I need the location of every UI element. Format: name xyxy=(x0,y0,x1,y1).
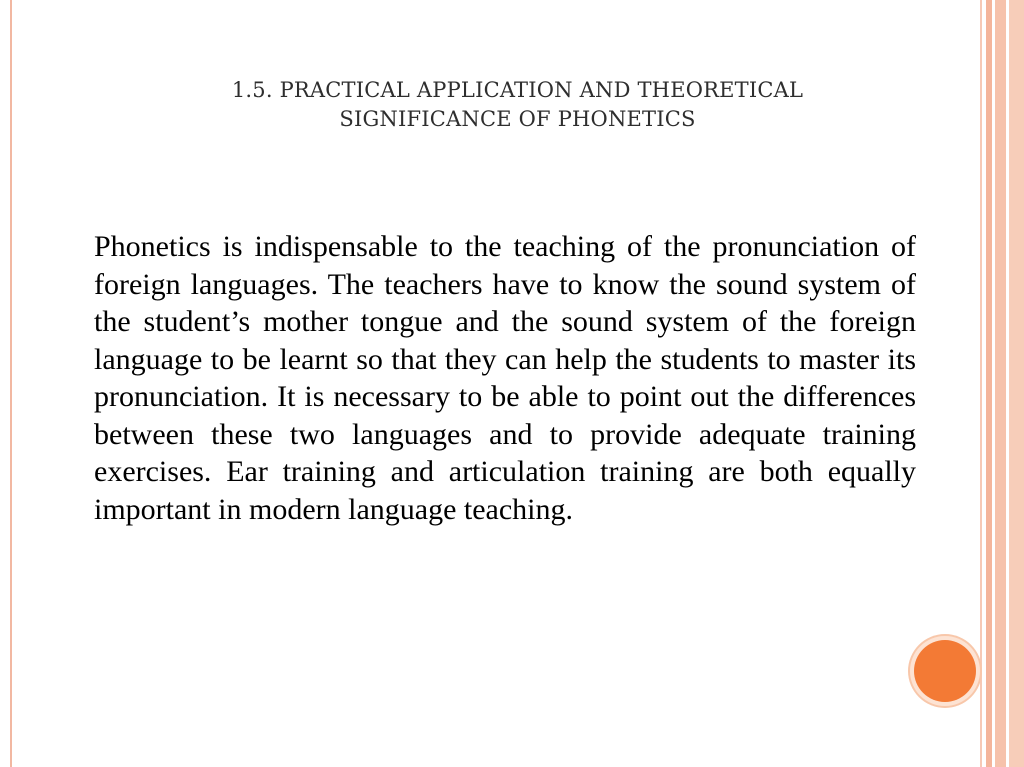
right-decorative-stripes xyxy=(978,0,1024,767)
stripe xyxy=(1009,0,1024,767)
slide-body-paragraph: Phonetics is indispensable to the teaching of the pronunciation of foreign languages. The teachers have to know the sound system of the student’s mother tongue and the sound system of the foreign language to be learnt so that they can help the students to master its pronunciation. It is necessary to be able to point out the differences between these two languages and to provide adequate training exercises. Ear training and articulation training are both equally important in modern language teaching. xyxy=(94,230,916,526)
slide-title-line-2: SIGNIFICANCE OF PHONETICS xyxy=(339,107,696,131)
orange-circle-decoration xyxy=(914,640,976,702)
left-border-line xyxy=(10,0,12,767)
stripe xyxy=(995,0,1006,767)
slide-title-line-1: 1.5. PRACTICAL APPLICATION AND THEORETICAL xyxy=(231,78,804,102)
slide-title xyxy=(150,76,885,134)
